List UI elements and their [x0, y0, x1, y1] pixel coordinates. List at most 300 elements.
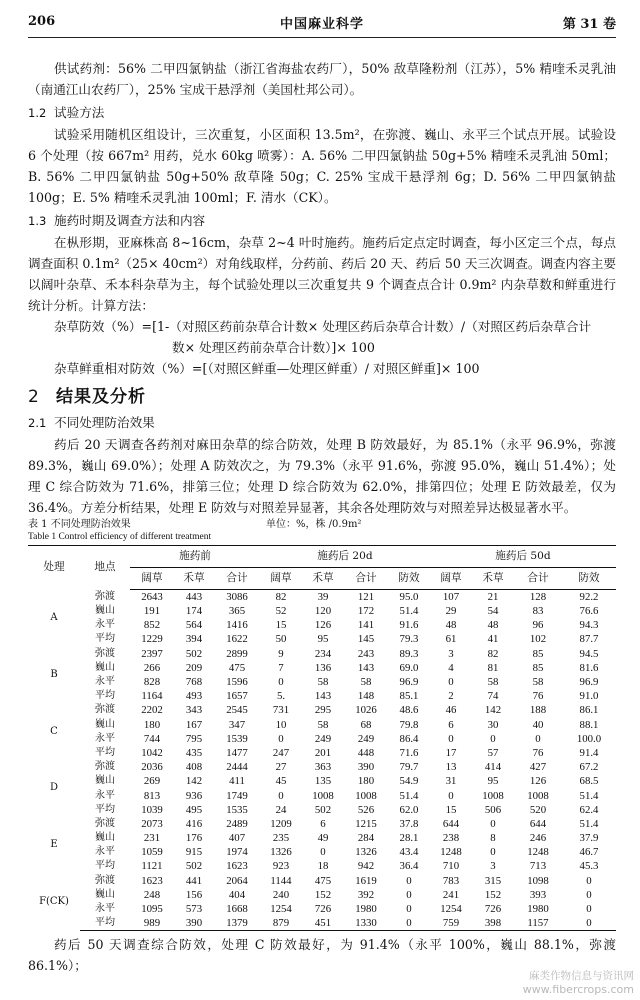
- table-cell: 128: [529, 591, 547, 603]
- table-cell: 284: [357, 832, 375, 845]
- survey-paragraph: 在枞形期，亚麻株高 8~16cm，杂草 2~4 叶时施药。施药后定点定时调查，每小区定三个点，每点调查面积 0.1m²（25× 40cm²）对角线取样，分药前、药后 20 天、药后 50 天三次调查。调查内容主要以阔叶杂草、禾本科杂草为主，每个试验处理以三次重复共 9 个调查点合计 0.9m² 内杂草数和鲜重进行统计分析。计算方法：: [28, 235, 616, 313]
- site-label: 永平: [95, 619, 115, 631]
- table-cell: 1596: [226, 676, 248, 689]
- table-cell: 1622: [226, 633, 248, 646]
- table-cell: 40: [532, 718, 544, 731]
- table-row: [28, 604, 616, 618]
- table-cell: 936: [185, 789, 203, 802]
- table-cell: 1157: [514, 916, 562, 931]
- section-title: 不同处理防治效果: [54, 415, 155, 430]
- table-cell: 152: [484, 888, 502, 901]
- table-cell: 1164: [141, 690, 163, 703]
- table-cell: 573: [185, 903, 203, 916]
- site-label: 平均: [95, 803, 115, 815]
- table-cell: 1623: [226, 860, 248, 873]
- table-cell: 180: [357, 775, 375, 788]
- table-cell: 1254: [440, 903, 462, 916]
- table-cell: 172: [357, 605, 375, 618]
- table-cell: 1254: [270, 903, 292, 916]
- table-cell: 240: [272, 888, 290, 901]
- formula-line: 杂草防效（%）=[1-（对照区药前杂草合计数× 处理区药后杂草合计数）/（对照区药后杂草合计: [54, 319, 592, 334]
- table-cell: 148: [357, 690, 375, 703]
- table-cell: 393: [529, 888, 547, 901]
- table-cell: 1416: [226, 619, 248, 632]
- table-cell: 152: [314, 888, 332, 901]
- table-cell: 879: [260, 916, 302, 931]
- journal-name: 中国麻业科学: [279, 17, 364, 32]
- table-cell: 416: [185, 817, 203, 830]
- header-grass: 禾草: [472, 568, 514, 590]
- treatment-label: D: [49, 782, 59, 794]
- table-cell: 1121: [141, 860, 163, 873]
- table-cell: 0: [320, 846, 326, 859]
- site-label: 弥渡: [95, 874, 115, 886]
- table-cell: 493: [185, 690, 203, 703]
- header-broadleaf: 阔草: [130, 568, 174, 590]
- site-label: 永平: [95, 732, 115, 744]
- table-cell: 1008: [527, 789, 549, 802]
- table-cell: 126: [314, 619, 332, 632]
- table-cell: 1209: [270, 817, 292, 830]
- section-number: 1.2: [28, 106, 47, 120]
- table-cell: 0: [406, 888, 412, 901]
- section-title: 试验方法: [54, 105, 105, 120]
- table-unit: 单位：%，株 /0.9m²: [266, 519, 362, 530]
- table-cell: 813: [143, 789, 161, 802]
- table-cell: 86.4: [399, 732, 419, 745]
- table-cell: 46: [445, 704, 457, 717]
- table-cell: 726: [314, 903, 332, 916]
- table-cell: 2036: [141, 761, 163, 774]
- site-label: 永平: [95, 903, 115, 915]
- table-cell: 31: [445, 775, 457, 788]
- table-row: [28, 661, 616, 675]
- table-cell: 85.1: [399, 690, 419, 703]
- table-row: [28, 675, 616, 689]
- header-total: 合计: [214, 568, 260, 590]
- table-row: [28, 718, 616, 732]
- table-cell: 86.1: [579, 704, 599, 717]
- site-label: 平均: [95, 690, 115, 702]
- table-cell: 51.4: [579, 817, 599, 830]
- table-row: [28, 632, 616, 646]
- table-cell: 759: [430, 916, 472, 931]
- table-cell: 145: [357, 633, 375, 646]
- table-cell: 942: [357, 860, 375, 873]
- table-cell: 0: [406, 903, 412, 916]
- site-label: 平均: [80, 916, 130, 931]
- running-header: [28, 8, 616, 38]
- section-2-1-heading: [28, 412, 616, 434]
- section-1-2-heading: [28, 102, 616, 124]
- table-cell: 0: [562, 916, 616, 931]
- treatment-label: E: [50, 839, 58, 851]
- table-cell: 15: [275, 619, 287, 632]
- table-cell: 95: [487, 775, 499, 788]
- table-cell: 52: [275, 605, 287, 618]
- table-cell: 62.4: [579, 803, 599, 816]
- table-cell: 234: [314, 647, 332, 660]
- table-cell: 495: [185, 803, 203, 816]
- table-cell: 241: [442, 888, 460, 901]
- table-cell: 3: [448, 647, 454, 660]
- table-cell: 82: [487, 647, 499, 660]
- table-cell: 61: [445, 633, 457, 646]
- table-cell: 710: [442, 860, 460, 873]
- table-cell: 923: [272, 860, 290, 873]
- table-cell: 502: [185, 860, 203, 873]
- site-label: 平均: [95, 633, 115, 645]
- table-cell: 48.6: [399, 704, 419, 717]
- table-cell: 0: [586, 903, 592, 916]
- header-total: 合计: [514, 568, 562, 590]
- table-cell: 443: [185, 591, 203, 603]
- table-cell: 2073: [141, 817, 163, 830]
- results-paragraph: 药后 20 天调查各药剂对麻田杂草的综合防效，处理 B 防效最好，为 85.1%（永平 96.9%，弥渡 89.3%，巍山 69.0%）；处理 A 防效次之，为 79.3%（永平 91.6%，弥渡 95.0%，巍山 51.4%）；处理 C 综合防效为 71.6%，排第三位；处理 D 综合防效为 62.0%，排第四位；处理 E 防效最差，仅为 36.4%。方差分析结果，处理 E 防效与对照差异显著，其余各处理防效与对照差异达极显著水平。: [28, 437, 616, 515]
- header-before: 施药前: [130, 546, 260, 568]
- table-cell: 102: [529, 633, 547, 646]
- table-cell: 1749: [226, 789, 248, 802]
- table-cell: 30: [487, 718, 499, 731]
- table-cell: 2643: [141, 591, 163, 603]
- table-cell: 441: [185, 874, 203, 887]
- article-body: [28, 58, 616, 976]
- table-cell: 58: [360, 676, 372, 689]
- watermark-title: 麻类作物信息与资讯网: [529, 970, 634, 982]
- table-row: [28, 817, 616, 831]
- table-cell: 48: [487, 619, 499, 632]
- table-cell: 18: [317, 860, 329, 873]
- table-cell: 390: [357, 761, 375, 774]
- reagents-paragraph: 供试药剂：56% 二甲四氯钠盐（浙江省海盐农药厂），50% 敌草隆粉剂（江苏），5% 精喹禾灵乳油（南通江山农药厂），25% 宝成干悬浮剂（美国杜邦公司）。: [28, 61, 616, 97]
- site-label: 永平: [95, 789, 115, 801]
- table-cell: 96: [532, 619, 544, 632]
- table-cell: 448: [357, 746, 375, 759]
- table-row: [28, 760, 616, 774]
- table-cell: 713: [529, 860, 547, 873]
- site-label: 巍山: [95, 718, 115, 730]
- table-cell: 0: [278, 676, 284, 689]
- table-row: [28, 618, 616, 632]
- table-cell: 644: [529, 817, 547, 830]
- table-cell: 67.2: [579, 761, 599, 774]
- table-cell: 1144: [270, 874, 292, 887]
- table-cell: 17: [445, 746, 457, 759]
- table-cell: 49: [317, 832, 329, 845]
- table-cell: 427: [529, 761, 547, 774]
- table-cell: 76: [532, 690, 544, 703]
- table-cell: 89.3: [399, 647, 419, 660]
- table-cell: 126: [529, 775, 547, 788]
- treatment-label: C: [50, 725, 58, 737]
- table-cell: 1008: [482, 789, 504, 802]
- table-cell: 1248: [527, 846, 549, 859]
- table-cell: 143: [314, 690, 332, 703]
- table-cell: 15: [445, 803, 457, 816]
- table-row: [28, 859, 616, 873]
- table-row: [28, 831, 616, 845]
- table-cell: 6: [448, 718, 454, 731]
- table-cell: 0: [490, 846, 496, 859]
- table-cell: 50: [275, 633, 287, 646]
- table-cell: 1229: [141, 633, 163, 646]
- table-cell: 989: [130, 916, 174, 931]
- table-cell: 120: [314, 605, 332, 618]
- table-cell: 1008: [355, 789, 377, 802]
- table-cell: 475: [314, 874, 332, 887]
- table-cell: 1039: [141, 803, 163, 816]
- site-label: 永平: [95, 846, 115, 858]
- table-cell: 564: [185, 619, 203, 632]
- table-cell: 10: [275, 718, 287, 731]
- table-cell: 0: [278, 732, 284, 745]
- table-cell: 2899: [226, 647, 248, 660]
- header-total: 合计: [344, 568, 388, 590]
- table-cell: 6: [320, 817, 326, 830]
- table-cell: 1008: [312, 789, 334, 802]
- table-cell: 92.2: [579, 591, 599, 603]
- table-cell: 36.4: [399, 860, 419, 873]
- table-cell: 45: [275, 775, 287, 788]
- table-cell: 39: [317, 591, 329, 603]
- table-cell: 100.0: [576, 732, 602, 745]
- table-cell: 243: [357, 647, 375, 660]
- site-label: 永平: [95, 676, 115, 688]
- table-cell: 174: [185, 605, 203, 618]
- treatment-label: A: [50, 612, 58, 624]
- table-cell: 0: [535, 732, 541, 745]
- table-cell: 141: [357, 619, 375, 632]
- table-cell: 79.8: [399, 718, 419, 731]
- table-cell: 24: [275, 803, 287, 816]
- table-cell: 79.7: [399, 761, 419, 774]
- table-cell: 435: [185, 746, 203, 759]
- header-after-20d: 施药后 20d: [260, 546, 430, 568]
- table-cell: 71.6: [399, 746, 419, 759]
- table-cell: 407: [228, 832, 246, 845]
- treatment-label: F(CK): [39, 896, 69, 908]
- table-cell: 54: [487, 605, 499, 618]
- section-number: 2.1: [28, 416, 47, 430]
- table-cell: 81: [487, 661, 499, 674]
- table-cell: 142: [185, 775, 203, 788]
- section-title: 结果及分析: [56, 387, 146, 407]
- table-cell: 1059: [141, 846, 163, 859]
- table-cell: 247: [272, 746, 290, 759]
- table-cell: 315: [484, 874, 502, 887]
- table-cell: 246: [529, 832, 547, 845]
- table-cell: 365: [228, 605, 246, 618]
- table-cell: 1248: [440, 846, 462, 859]
- page-number: 206: [28, 14, 56, 29]
- table-cell: 188: [529, 704, 547, 717]
- table-cell: 107: [442, 591, 460, 603]
- treatment-label: B: [50, 668, 58, 680]
- table-cell: 1095: [141, 903, 163, 916]
- table-cell: 502: [185, 647, 203, 660]
- table-cell: 235: [272, 832, 290, 845]
- table-cell: 506: [484, 803, 502, 816]
- section-number: 2: [28, 387, 40, 407]
- table-cell: 644: [442, 817, 460, 830]
- table-cell: 176: [185, 832, 203, 845]
- table-cell: 8: [490, 832, 496, 845]
- table-cell: 1215: [355, 817, 377, 830]
- table-cell: 526: [357, 803, 375, 816]
- table-cell: 58: [317, 676, 329, 689]
- table-cell: 135: [314, 775, 332, 788]
- section-2-heading: [28, 387, 616, 408]
- table-row: [28, 874, 616, 888]
- table-cell: 201: [314, 746, 332, 759]
- site-label: 巍山: [95, 888, 115, 900]
- table-cell: 411: [229, 775, 245, 788]
- table-cell: 81.6: [579, 661, 599, 674]
- header-site: 地点: [80, 546, 130, 590]
- table-cell: 37.9: [579, 832, 599, 845]
- site-label: 弥渡: [95, 761, 115, 773]
- section-number: 1.3: [28, 214, 47, 228]
- table-cell: 76.6: [579, 605, 599, 618]
- header-efficiency: 防效: [388, 568, 430, 590]
- table-cell: 783: [442, 874, 460, 887]
- table-row: [28, 803, 616, 817]
- table-row: [28, 916, 616, 931]
- table-cell: 828: [143, 676, 161, 689]
- table-cell: 347: [228, 718, 246, 731]
- table-cell: 390: [174, 916, 214, 931]
- method-paragraph: 试验采用随机区组设计，三次重复，小区面积 13.5m²，在弥渡、巍山、永平三个试点开展。试验设 6 个处理（按 667m² 用药，兑水 60kg 喷雾）：A. 56% 二甲四氯钠盐 50g+5% 精喹禾灵乳油 50ml；B. 56% 二甲四氯钠盐 50g+50% 敌草隆 50g；C. 25% 宝成干悬浮剂 6g；D. 56% 二甲四氯钠盐 100g；E. 5% 精喹禾灵乳油 100ml；F. 清水（CK）。: [28, 127, 616, 205]
- table-cell: 363: [314, 761, 332, 774]
- table-cell: 1980: [355, 903, 377, 916]
- table-cell: 29: [445, 605, 457, 618]
- site-label: 巍山: [95, 775, 115, 787]
- table-cell: 3: [490, 860, 496, 873]
- table-cell: 726: [484, 903, 502, 916]
- table-cell: 136: [314, 661, 332, 674]
- site-label: 弥渡: [95, 704, 115, 716]
- table-cell: 1330: [344, 916, 388, 931]
- table-cell: 0: [278, 789, 284, 802]
- table-cell: 2064: [226, 874, 248, 887]
- table-cell: 404: [228, 888, 246, 901]
- table-cell: 41: [487, 633, 499, 646]
- table-cell: 394: [185, 633, 203, 646]
- table-cell: 95: [317, 633, 329, 646]
- table-cell: 54.9: [399, 775, 419, 788]
- table-cell: 1326: [270, 846, 292, 859]
- tail-paragraph: 药后 50 天调查综合防效，处理 C 防效最好，为 91.4%（永平 100%，巍山 88.1%，弥渡 86.1%）；: [28, 937, 616, 974]
- table-cell: 0: [448, 676, 454, 689]
- table-cell: 85: [532, 647, 544, 660]
- table-cell: 1623: [141, 874, 163, 887]
- table-cell: 180: [143, 718, 161, 731]
- table-cell: 249: [314, 732, 332, 745]
- table-cell: 1042: [141, 746, 163, 759]
- table-cell: 295: [314, 704, 332, 717]
- table-cell: 2444: [226, 761, 248, 774]
- table-cell: 1326: [355, 846, 377, 859]
- table-cell: 2: [448, 690, 454, 703]
- table-cell: 13: [445, 761, 457, 774]
- table-cell: 1026: [355, 704, 377, 717]
- table-cell: 2397: [141, 647, 163, 660]
- table-cell: 343: [185, 704, 203, 717]
- table-cell: 249: [357, 732, 375, 745]
- section-1-3-heading: [28, 210, 616, 232]
- table-cell: 43.4: [399, 846, 419, 859]
- table-cell: 62.0: [399, 803, 419, 816]
- table-cell: 1477: [226, 746, 248, 759]
- table-cell: 51.4: [399, 605, 419, 618]
- table-cell: 209: [185, 661, 203, 674]
- site-label: 弥渡: [95, 817, 115, 829]
- table-cell: 74: [487, 690, 499, 703]
- table-cell: 408: [185, 761, 203, 774]
- table-cell: 191: [143, 605, 161, 618]
- table-cell: 2489: [226, 817, 248, 830]
- table-cell: 2545: [226, 704, 248, 717]
- table-cell: 167: [185, 718, 203, 731]
- table-cell: 95.0: [399, 591, 419, 603]
- table-cell: 0: [586, 888, 592, 901]
- table-cell: 68: [360, 718, 372, 731]
- table-cell: 7: [278, 661, 284, 674]
- header-efficiency: 防效: [562, 568, 616, 590]
- table-cell: 76: [532, 746, 544, 759]
- table-cell: 94.3: [579, 619, 599, 632]
- header-treatment: 处理: [28, 546, 80, 590]
- table-caption-en: Table 1 Control efficiency of different treatment: [28, 532, 212, 542]
- table-cell: 1619: [355, 874, 377, 887]
- table-row: [28, 888, 616, 902]
- table-cell: 231: [143, 832, 161, 845]
- header-grass: 禾草: [174, 568, 214, 590]
- table-cell: 96.9: [579, 676, 599, 689]
- site-label: 巍山: [95, 832, 115, 844]
- table-cell: 94.5: [579, 647, 599, 660]
- table-cell: 27: [275, 761, 287, 774]
- table-cell: 58: [317, 718, 329, 731]
- table-cell: 475: [228, 661, 246, 674]
- table-cell: 269: [143, 775, 161, 788]
- table-cell: 1974: [226, 846, 248, 859]
- site-label: 平均: [95, 860, 115, 872]
- table-cell: 1098: [527, 874, 549, 887]
- table-cell: 82: [275, 591, 287, 603]
- table-cell: 1657: [226, 690, 248, 703]
- table-cell: 520: [529, 803, 547, 816]
- table-cell: 1379: [214, 916, 260, 931]
- table-cell: 79.3: [399, 633, 419, 646]
- table-cell: 45.3: [579, 860, 599, 873]
- table-cell: 83: [532, 605, 544, 618]
- table-cell: 266: [143, 661, 161, 674]
- table-row: [28, 732, 616, 746]
- table-cell: 1980: [527, 903, 549, 916]
- table-cell: 48: [445, 619, 457, 632]
- table-cell: 451: [302, 916, 344, 931]
- table-cell: 51.4: [399, 789, 419, 802]
- table-cell: 58: [487, 676, 499, 689]
- table-cell: 4: [448, 661, 454, 674]
- table-cell: 1535: [226, 803, 248, 816]
- table-cell: 852: [143, 619, 161, 632]
- table-cell: 0: [406, 874, 412, 887]
- table-row: [28, 590, 616, 605]
- table-caption-cn: 表 1 不同处理防治效果: [28, 519, 131, 530]
- table-cell: 731: [272, 704, 290, 717]
